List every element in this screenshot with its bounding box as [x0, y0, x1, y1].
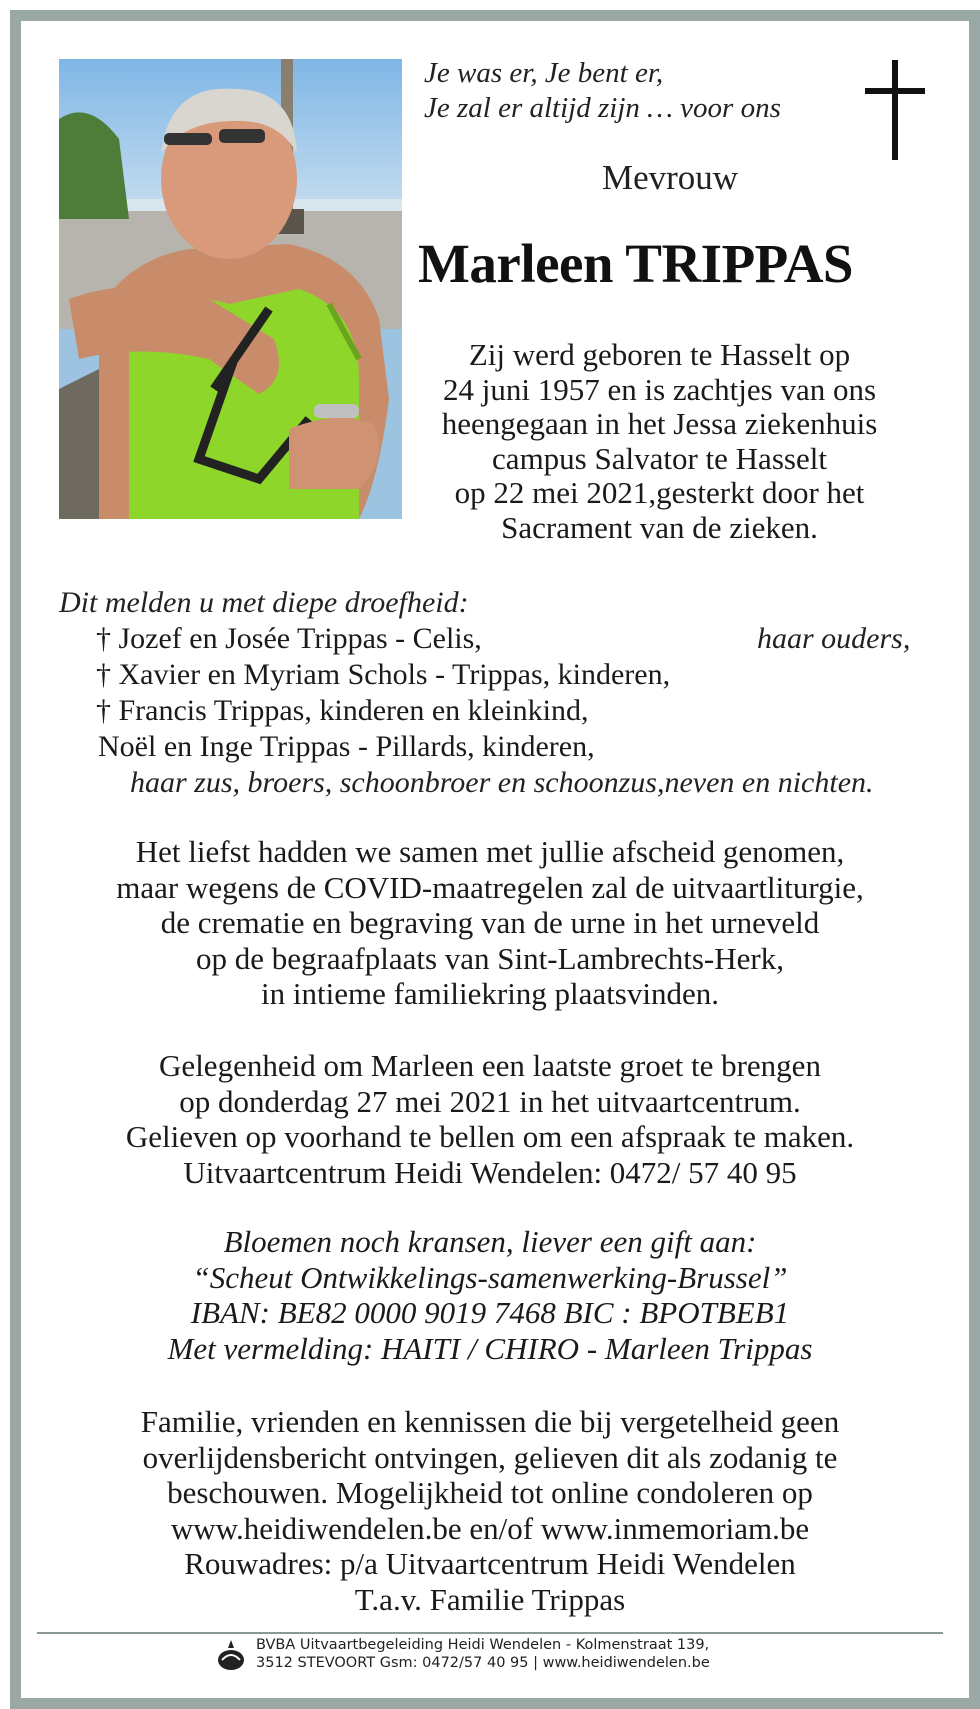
farewell-line: op de begraafplaats van Sint-Lambrechts-Herk, — [196, 940, 784, 976]
visit-paragraph — [40, 1048, 940, 1190]
mourners-intro: Dit melden u met diepe droefheid: — [59, 586, 469, 619]
funeral-home-logo-icon — [216, 1638, 246, 1672]
donation-line: “Scheut Ontwikkelings-samenwerking-Brussel” — [192, 1259, 788, 1295]
footer — [256, 1636, 710, 1672]
footer-line: 3512 STEVOORT Gsm: 0472/57 40 95 | www.heidiwendelen.be — [256, 1655, 710, 1671]
parents-role: haar ouders, — [757, 622, 911, 655]
visit-line: Gelieven op voorhand te bellen om een afspraak te maken. — [125, 1119, 855, 1154]
visit-line: Gelegenheid om Marleen een laatste groet te brengen — [159, 1048, 821, 1083]
visit-line: Uitvaartcentrum Heidi Wendelen: 0472/ 57 40 95 — [183, 1154, 797, 1190]
mourner-line: † Francis Trippas, kinderen en kleinkind, — [96, 694, 589, 727]
bio-line: Sacrament van de zieken. — [501, 509, 818, 545]
donation-line: Met vermelding: HAITI / CHIRO - Marleen Trippas — [167, 1330, 813, 1366]
notice-line: beschouwen. Mogelijkheid tot online condoleren op — [167, 1475, 813, 1510]
farewell-line: in intieme familiekring plaatsvinden. — [261, 976, 719, 1011]
mourner-line: Noël en Inge Trippas - Pillards, kinderen, — [98, 730, 595, 763]
honorific: Mevrouw — [601, 158, 739, 197]
motto — [424, 56, 844, 126]
notice-line: overlijdensbericht ontvingen, gelieven dit als zodanig te — [142, 1439, 838, 1475]
mourner-line: † Xavier en Myriam Schols - Trippas, kinderen, — [96, 658, 671, 691]
notice-line: Rouwadres: p/a Uitvaartcentrum Heidi Wendelen — [184, 1546, 796, 1581]
cross-icon — [865, 60, 925, 160]
deceased-name: Marleen TRIPPAS — [418, 233, 853, 294]
motto-line-2: Je zal er altijd zijn … voor ons — [424, 92, 781, 124]
farewell-paragraph — [40, 834, 940, 1012]
footer-line: BVBA Uitvaartbegeleiding Heidi Wendelen - Kolmenstraat 139, — [256, 1637, 710, 1653]
portrait-photo — [59, 59, 402, 519]
donation-line: IBAN: BE82 0000 9019 7468 BIC : BPOTBEB1 — [190, 1295, 790, 1330]
bio-line: Zij werd geboren te Hasselt op — [468, 337, 851, 372]
bio-line: op 22 mei 2021,gesterkt door het — [454, 475, 865, 510]
visit-line: op donderdag 27 mei 2021 in het uitvaartcentrum. — [179, 1083, 801, 1119]
mourner-line: † Jozef en Josée Trippas - Celis, — [96, 622, 482, 655]
notice-line: Familie, vrienden en kennissen die bij vergetelheid geen — [140, 1404, 840, 1439]
family-line: haar zus, broers, schoonbroer en schoonzus,neven en nichten. — [130, 766, 874, 799]
donation-line: Bloemen noch kransen, liever een gift aan: — [223, 1224, 757, 1259]
notice-paragraph — [40, 1404, 940, 1617]
farewell-line: maar wegens de COVID-maatregelen zal de uitvaartliturgie, — [116, 869, 864, 905]
biography — [412, 338, 907, 545]
notice-line: T.a.v. Familie Trippas — [354, 1581, 626, 1617]
bio-line: 24 juni 1957 en is zachtjes van ons — [442, 371, 877, 407]
bio-line: campus Salvator te Hasselt — [492, 440, 827, 476]
bio-line: heengegaan in het Jessa ziekenhuis — [441, 406, 878, 441]
notice-line: www.heidiwendelen.be en/of www.inmemoriam.be — [170, 1510, 810, 1546]
farewell-line: Het liefst hadden we samen met jullie afscheid genomen, — [135, 834, 845, 869]
motto-line-1: Je was er, Je bent er, — [424, 57, 664, 89]
donation-paragraph — [40, 1224, 940, 1366]
footer-divider — [37, 1632, 943, 1634]
farewell-line: de crematie en begraving van de urne in het urneveld — [160, 905, 820, 940]
